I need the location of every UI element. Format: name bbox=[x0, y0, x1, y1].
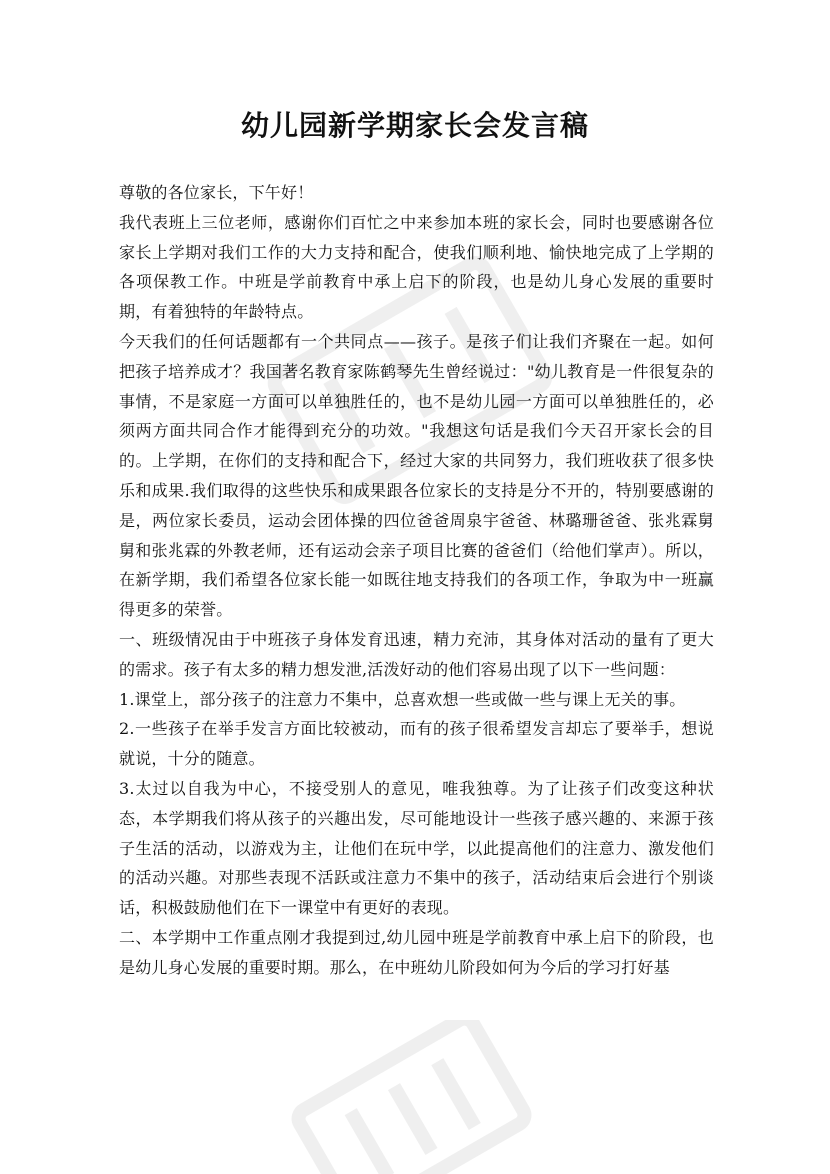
paragraph-thanks: 我代表班上三位老师，感谢你们百忙之中来参加本班的家长会，同时也要感谢各位家长上学期对我们工作的大力支持和配合，使我们顺利地、愉快地完成了上学期的各项保教工作。中班是学前教育中承上启下的阶段，也是幼儿身心发展的重要时期，有着独特的年龄特点。 bbox=[119, 212, 714, 322]
paragraph-item-1: 1.课堂上，部分孩子的注意力不集中，总喜欢想一些或做一些与课上无关的事。 bbox=[119, 689, 686, 709]
paragraph-topic: 今天我们的任何话题都有一个共同点——孩子。是孩子们让我们齐聚在一起。如何把孩子培养成才？我国著名教育家陈鹤琴先生曾经说过："幼儿教育是一件很复杂的事情，不是家庭一方面可以单独胜任的，也不是幼儿园一方面可以单独胜任的，必须两方面共同合作才能得到充分的功效。"我想这句话是我们今天召开家长会的目的。上学期，在你们的支持和配合下，经过大家的共同努力，我们班收获了很多快乐和成果.我们取得的这些快乐和成果跟各位家长的支持是分不开的，特别要感谢的是，两位家长委员，运动会团体操的四位爸爸周泉宇爸爸、林璐珊爸爸、张兆霖舅舅和张兆霖的外教老师，还有运动会亲子项目比赛的爸爸们（给他们掌声）。所以，在新学期，我们希望各位家长能一如既往地支持我们的各项工作，争取为中一班赢得更多的荣誉。 bbox=[119, 331, 714, 620]
document-body bbox=[119, 178, 714, 983]
document-title: 幼儿园新学期家长会发言稿 bbox=[240, 109, 589, 142]
watermark-logo-icon-2 bbox=[250, 1020, 550, 1174]
paragraph-section-2: 二、本学期中工作重点刚才我提到过,幼儿园中班是学前教育中承上启下的阶段，也是幼儿身心发展的重要时期。那么，在中班幼儿阶段如何为今后的学习打好基 bbox=[119, 927, 714, 977]
paragraph-greeting: 尊敬的各位家长，下午好！ bbox=[119, 183, 314, 202]
paragraph-item-3: 3.太过以自我为中心，不接受别人的意见，唯我独尊。为了让孩子们改变这种状态，本学期我们将从孩子的兴趣出发，尽可能地设计一些孩子感兴趣的、来源于孩子生活的活动，以游戏为主，让他们在玩中学，以此提高他们的注意力、激发他们的活动兴趣。对那些表现不活跃或注意力不集中的孩子，活动结束后会进行个别谈话，积极鼓励他们在下一课堂中有更好的表现。 bbox=[119, 778, 714, 918]
paragraph-section-1: 一、班级情况由于中班孩子身体发育迅速，精力充沛，其身体对活动的量有了更大的需求。孩子有太多的精力想发泄,活泼好动的他们容易出现了以下一些问题： bbox=[119, 629, 714, 679]
paragraph-item-2: 2.一些孩子在举手发言方面比较被动，而有的孩子很希望发言却忘了要举手，想说就说，十分的随意。 bbox=[119, 719, 714, 769]
